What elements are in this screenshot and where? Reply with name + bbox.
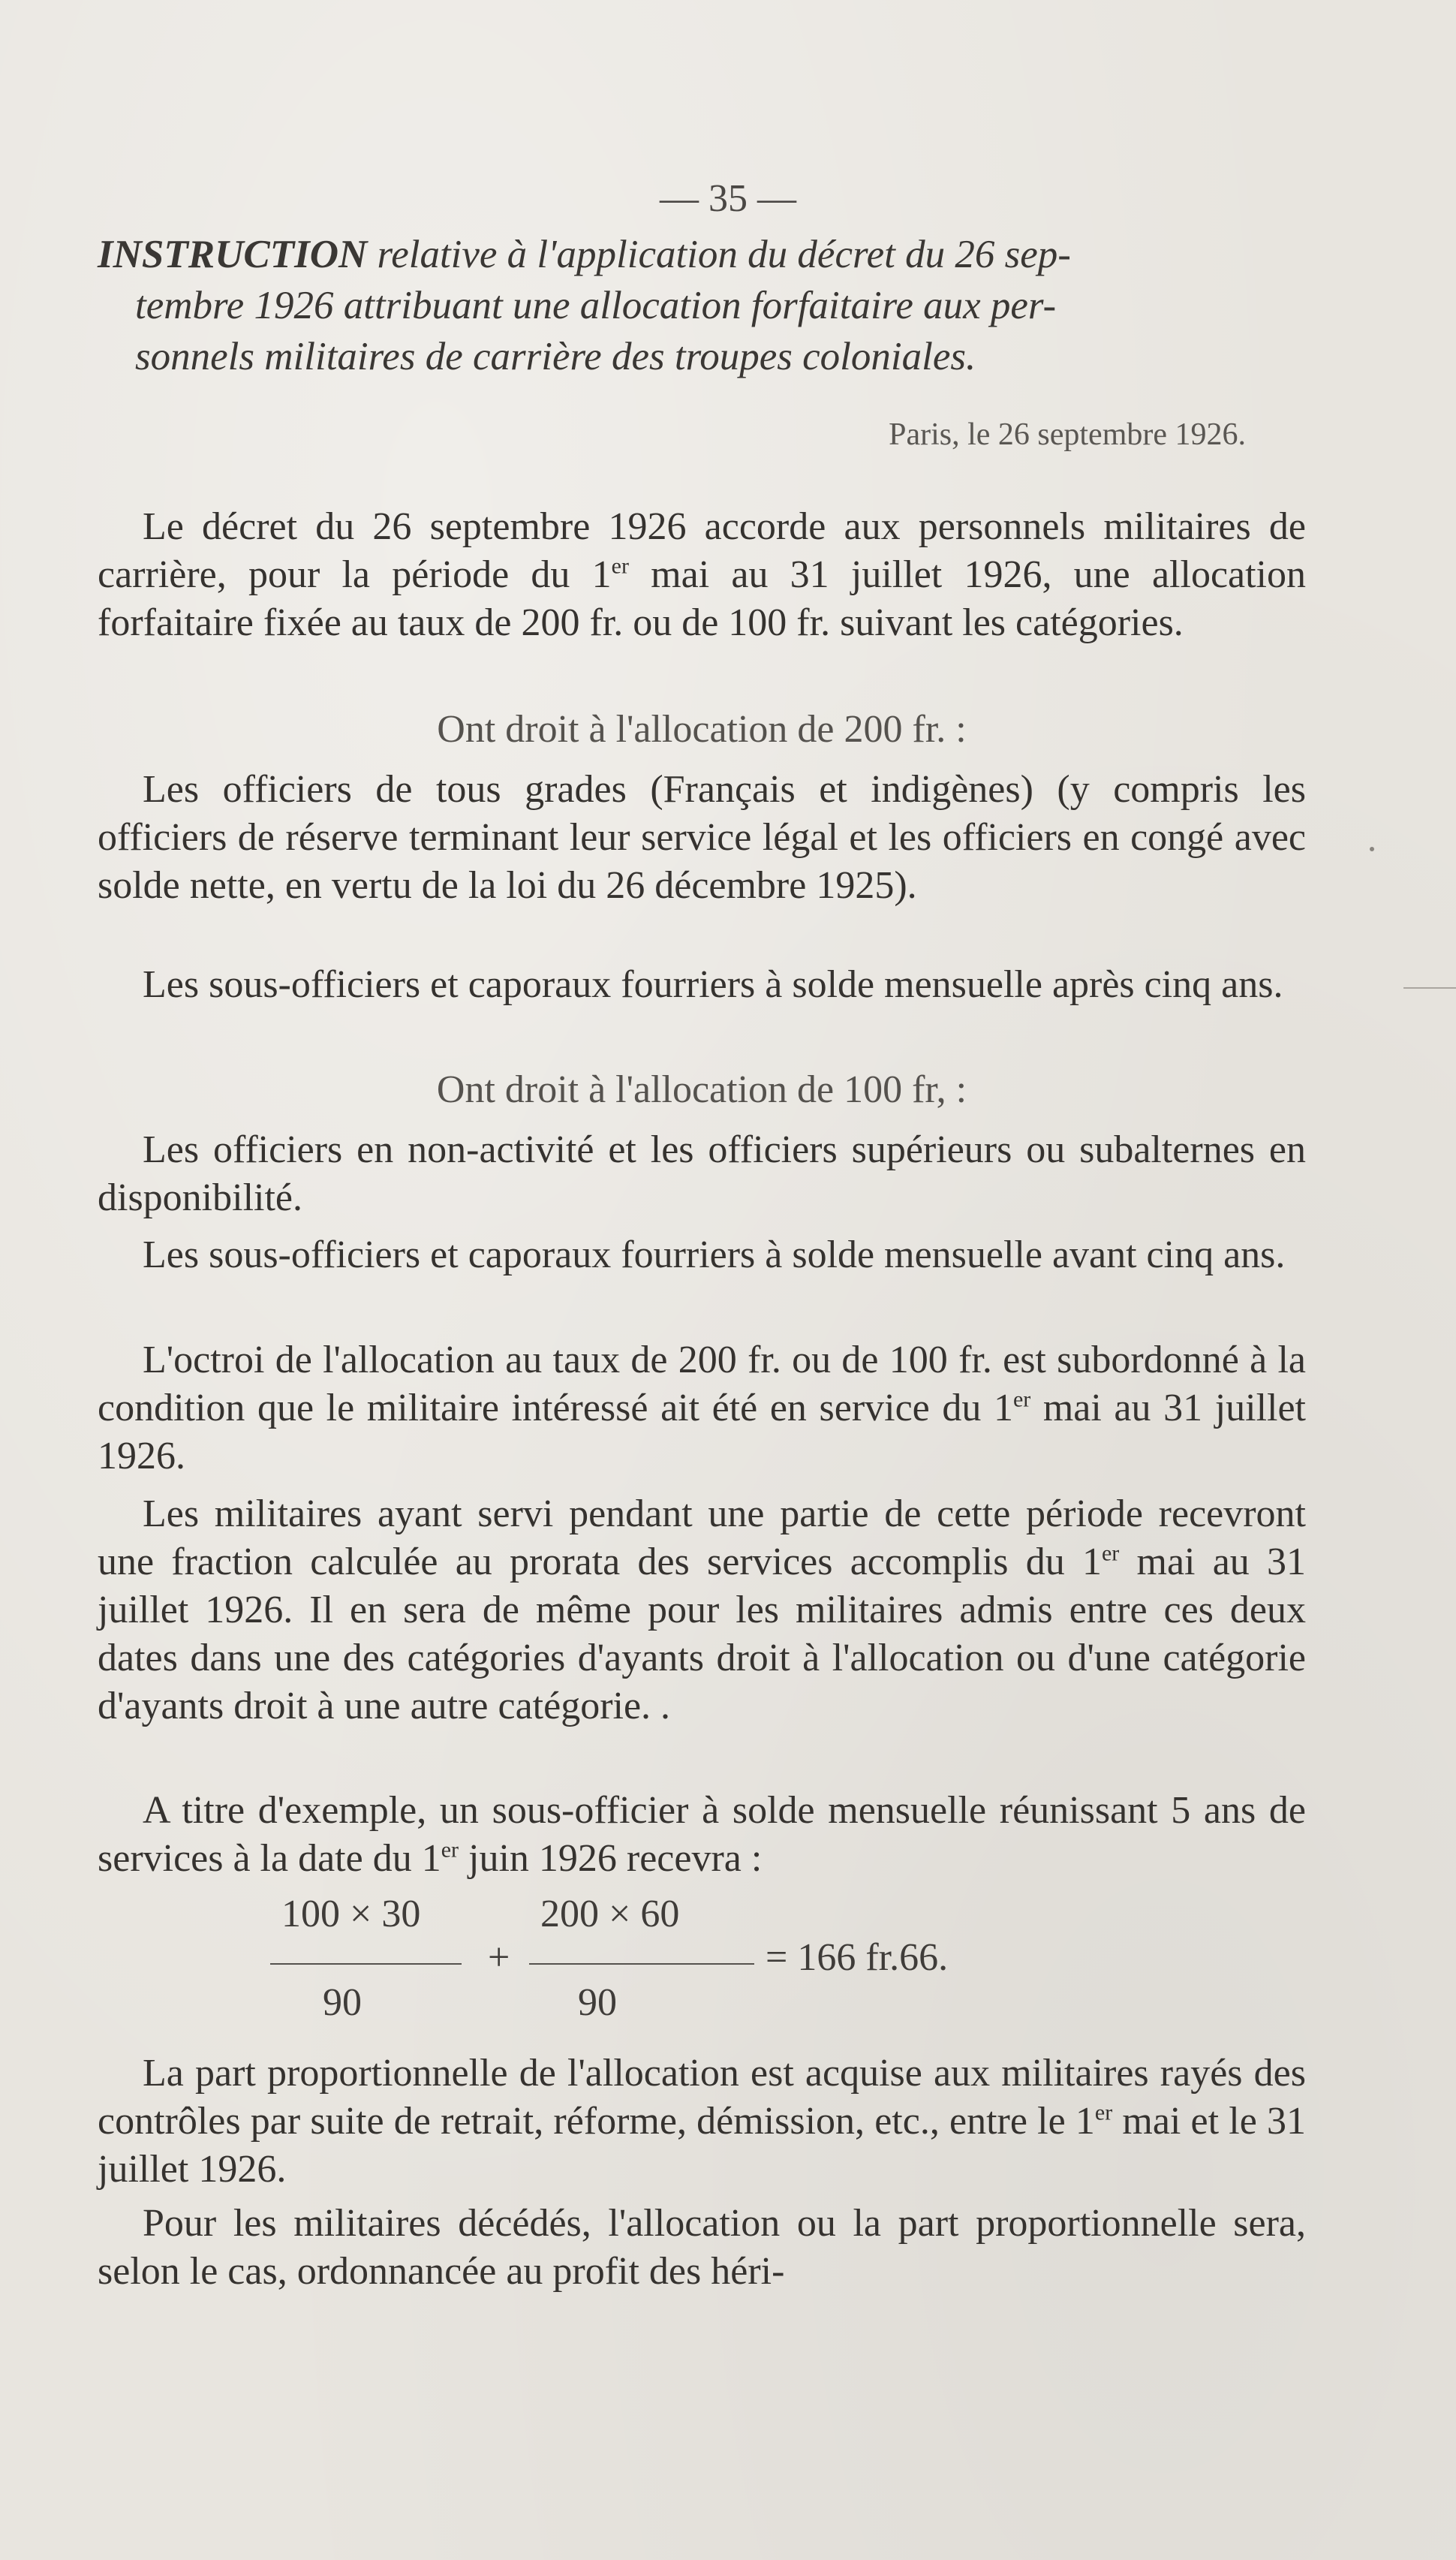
formula-plus: + [488, 1936, 510, 1979]
paragraph-nco-before-five: Les sous-officiers et caporaux fourriers à solde mensuelle avant cinq ans. [143, 1233, 1286, 1276]
heading-allocation-100: Ont droit à l'allocation de 100 fr, : [436, 1068, 967, 1111]
p8-sup: er [441, 1837, 459, 1863]
paragraph-decree [98, 503, 1306, 647]
p9-text-b: mai et le 31 juillet 1926. [98, 2100, 1306, 2191]
p7-sup: er [1101, 1541, 1120, 1566]
p8-text-a: A titre d'exemple, un sous-officier à solde mensuelle réunissant 5 ans de services à la date du 1 [98, 1789, 1306, 1880]
dateline: Paris, le 26 septembre 1926. [889, 417, 1246, 452]
p7-text-a: Les militaires ayant servi pendant une partie de cette période recevront une fraction calculée au prorata des services accomplis du 1 [98, 1492, 1306, 1583]
paragraph-deceased: Pour les militaires décédés, l'allocation ou la part proportionnelle sera, selon le cas, ordonnancée au profit des héri- [98, 2202, 1306, 2293]
paragraph-nco-after-five: Les sous-officiers et caporaux fourriers à solde mensuelle après cinq ans. [143, 963, 1283, 1006]
paragraph-proportional-share [98, 2050, 1306, 2194]
p1-text-a: Le décret du 26 septembre 1926 accorde aux personnels militaires de carrière, pour la période du 1 [98, 505, 1306, 596]
p7-text-b: mai au 31 juillet 1926. Il en sera de même pour les militaires admis entre ces deux dates dans une des catégories d'ayants droit à l'allocation ou d'une catégorie d'ayants droit à une autre catégorie. . [98, 1541, 1306, 1727]
title-lead: INSTRUCTION [98, 233, 368, 276]
p8-text-b: juin 1926 recevra : [459, 1837, 763, 1880]
p9-sup: er [1094, 2100, 1113, 2125]
paragraph-non-activity: Les officiers en non-activité et les officiers supérieurs ou subalternes en disponibilité. [98, 1128, 1306, 1219]
p6-text-a: L'octroi de l'allocation au taux de 200 fr. ou de 100 fr. est subordonné à la condition que le militaire intéressé ait été en service du 1 [98, 1339, 1306, 1429]
formula-denominator-1: 90 [323, 1981, 362, 2024]
paragraph-condition [98, 1336, 1306, 1480]
formula-denominator-2: 90 [578, 1981, 617, 2024]
instruction-title [98, 229, 1306, 382]
fraction-bar-2 [529, 1963, 754, 1965]
p9-text-a: La part proportionnelle de l'allocation est acquise aux militaires rayés des contrôles par suite de retrait, réforme, démission, etc., entre le 1 [98, 2052, 1306, 2143]
p1-sup: er [611, 553, 629, 579]
speck-mark [1370, 847, 1374, 851]
p6-sup: er [1012, 1387, 1031, 1412]
fraction-bar-1 [270, 1963, 462, 1965]
formula-numerator-2: 200 × 60 [540, 1893, 680, 1935]
page-number: — 35 — [660, 177, 796, 220]
heading-allocation-200: Ont droit à l'allocation de 200 fr. : [437, 708, 967, 751]
formula-numerator-1: 100 × 30 [281, 1893, 421, 1935]
margin-mark [1403, 987, 1456, 989]
paragraph-officers: Les officiers de tous grades (Français et indigènes) (y compris les officiers de réserve terminant leur service légal et les officiers en congé avec solde nette, en vertu de la loi du 26 décembre 1925). [98, 768, 1306, 907]
formula-result: = 166 fr.66. [766, 1936, 949, 1979]
example-formula [173, 1892, 1148, 2042]
title-line-1: relative à l'application du décret du 26 sep- [367, 233, 1071, 276]
paragraph-prorata [98, 1490, 1306, 1730]
p1-text-b: mai au 31 juillet 1926, une allocation forfaitaire fixée au taux de 200 fr. ou de 100 fr. suivant les catégories. [98, 553, 1307, 644]
p6-text-b: mai au 31 juillet 1926. [98, 1387, 1307, 1477]
title-line-3: sonnels militaires de carrière des troupes coloniales. [135, 335, 976, 378]
paragraph-example [98, 1787, 1306, 1883]
title-line-2: tembre 1926 attribuant une allocation forfaitaire aux per- [135, 284, 1057, 327]
